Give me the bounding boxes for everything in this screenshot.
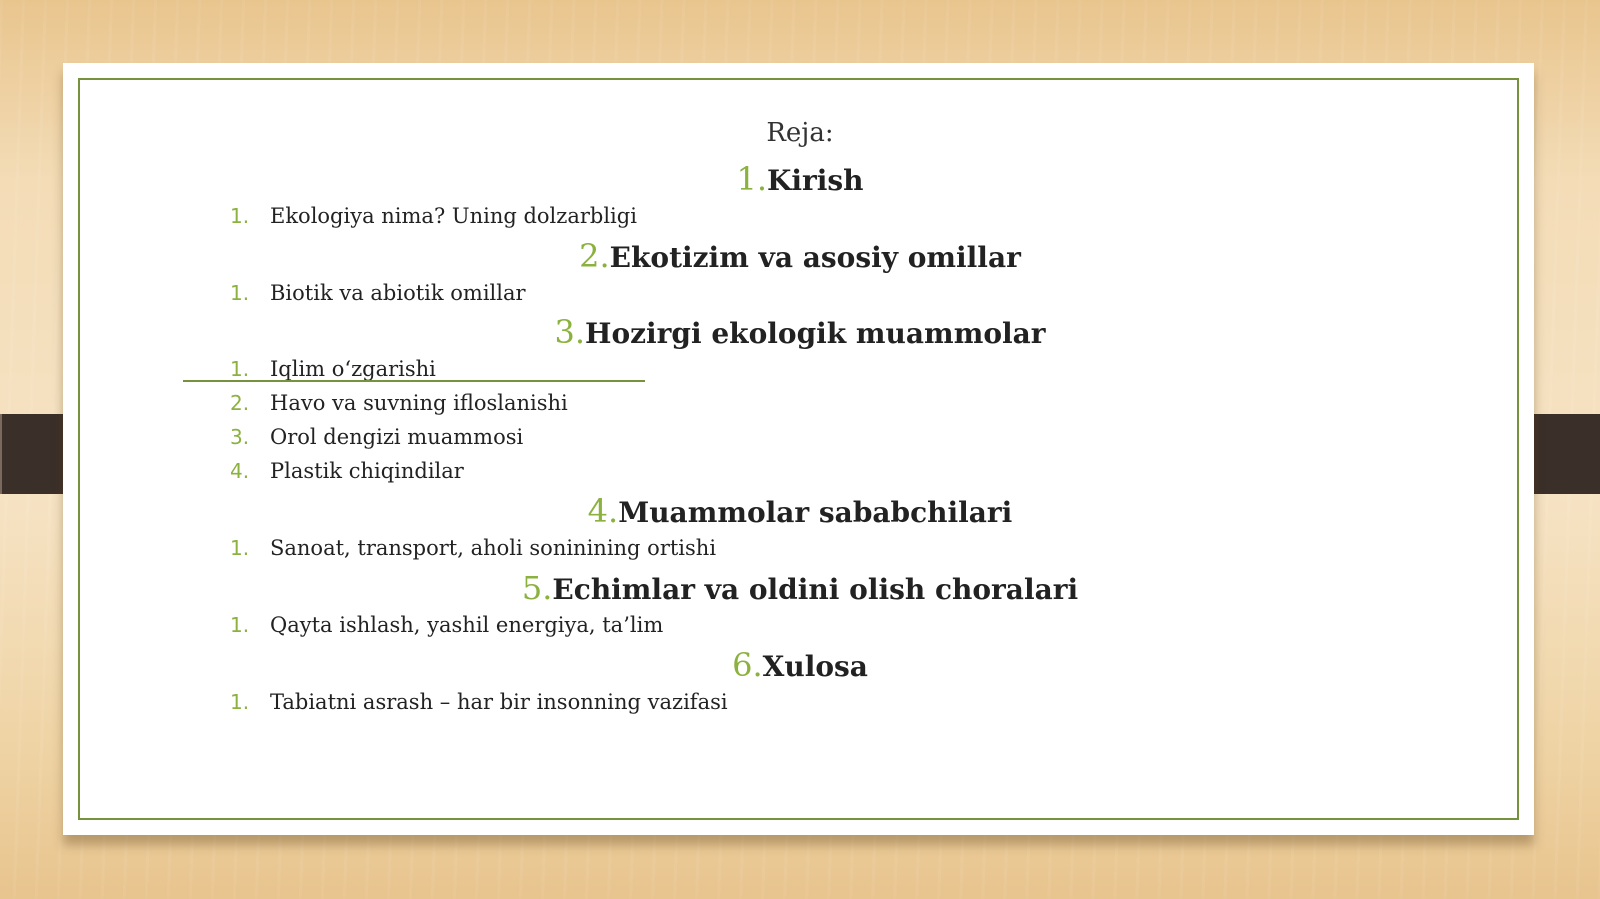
- section-heading-3: [0, 313, 1600, 351]
- list-item: [230, 204, 637, 228]
- section-heading-2: [0, 237, 1600, 275]
- list-item: [230, 391, 568, 415]
- section-title: Muammolar sababchilari: [618, 496, 1013, 529]
- list-item: [230, 357, 436, 381]
- item-number: 1.: [230, 690, 250, 714]
- item-text: Iqlim o‘zgarishi: [270, 357, 436, 381]
- item-text: Ekologiya nima? Uning dolzarbligi: [270, 204, 637, 228]
- item-text: Havo va suvning ifloslanishi: [270, 391, 568, 415]
- section-number: 2.: [579, 237, 610, 275]
- list-item: [230, 536, 716, 560]
- item-number: 2.: [230, 391, 250, 415]
- item-number: 1.: [230, 204, 250, 228]
- slide-title: Reja:: [766, 118, 834, 148]
- item-number: 3.: [230, 425, 250, 449]
- divider-line: [183, 380, 645, 382]
- section-title: Hozirgi ekologik muammolar: [584, 317, 1046, 350]
- item-number: 1.: [230, 281, 250, 305]
- section-heading-1: [0, 160, 1600, 198]
- item-text: Plastik chiqindilar: [270, 459, 464, 483]
- item-number: 4.: [230, 459, 250, 483]
- item-number: 1.: [230, 613, 250, 637]
- section-number: 6.: [732, 646, 763, 684]
- list-item: [230, 690, 728, 714]
- list-item: [230, 613, 663, 637]
- section-title: Kirish: [767, 164, 864, 197]
- section-title: Echimlar va oldini olish choralari: [552, 573, 1079, 606]
- item-text: Biotik va abiotik omillar: [270, 281, 526, 305]
- section-number: 4.: [587, 492, 619, 530]
- section-heading-4: [0, 492, 1600, 530]
- section-number: 3.: [554, 313, 585, 351]
- item-text: Qayta ishlash, yashil energiya, ta’lim: [270, 613, 664, 637]
- section-title: Ekotizim va asosiy omillar: [609, 241, 1021, 274]
- section-heading-6: [0, 646, 1600, 684]
- item-number: 1.: [230, 536, 250, 560]
- item-number: 1.: [230, 357, 250, 381]
- item-text: Tabiatni asrash – har bir insonning vazifasi: [270, 690, 728, 714]
- list-item: [230, 425, 523, 449]
- item-text: Orol dengizi muammosi: [270, 425, 524, 449]
- item-text: Sanoat, transport, aholi soninining ortishi: [270, 536, 717, 560]
- section-number: 1.: [736, 160, 768, 198]
- section-heading-5: [0, 569, 1600, 607]
- section-title: Xulosa: [762, 650, 868, 683]
- list-item: [230, 281, 526, 305]
- section-number: 5.: [521, 569, 553, 607]
- list-item: [230, 459, 464, 483]
